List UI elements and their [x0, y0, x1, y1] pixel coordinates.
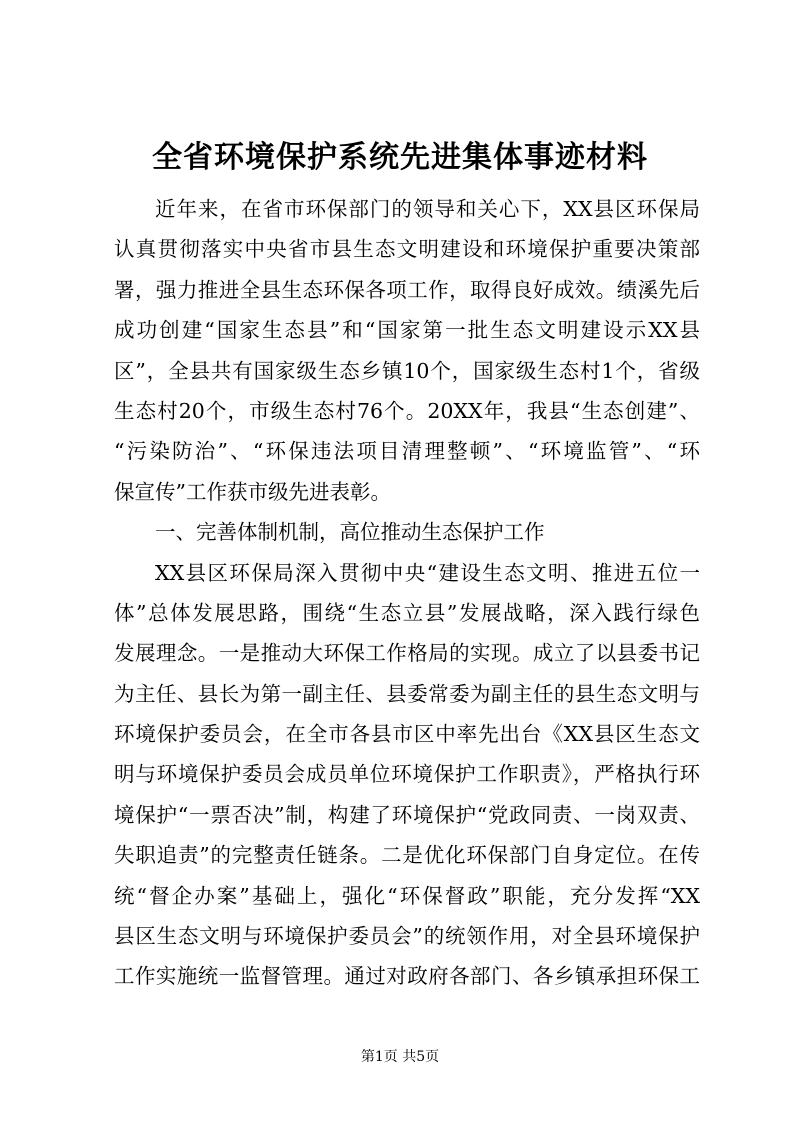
body-line: 署，强力推进全县生态环保各项工作，取得良好成效。绩溪先后 — [114, 277, 700, 302]
body-line: 工作实施统一监督管理。通过对政府各部门、各乡镇承担环保工 — [114, 964, 700, 989]
body-line: 生态村20个，市级生态村76个。20XX年，我县“生态创建”、 — [114, 398, 700, 423]
body-line: “污染防治”、“环保违法项目清理整顿”、“环境监管”、“环 — [114, 439, 700, 464]
section-heading: 一、完善体制机制，高位推动生态保护工作 — [155, 520, 545, 545]
body-line: 失职追责”的完整责任链条。二是优化环保部门自身定位。在传 — [114, 843, 700, 868]
body-line: 成功创建“国家生态县”和“国家第一批生态文明建设示XX县 — [114, 318, 700, 343]
body-line: 明与环境保护委员会成员单位环境保护工作职责》，严格执行环 — [114, 762, 700, 787]
document-body — [114, 189, 700, 997]
body-line: 认真贯彻落实中央省市县生态文明建设和环境保护重要决策部 — [114, 237, 700, 262]
body-line: 发展理念。一是推动大环保工作格局的实现。成立了以县委书记 — [114, 641, 700, 666]
body-line: 区”，全县共有国家级生态乡镇10个，国家级生态村1个，省级 — [114, 358, 700, 383]
body-line: 体”总体发展思路，围绕“生态立县”发展战略，深入践行绿色 — [114, 600, 700, 625]
body-line: 保宣传”工作获市级先进表彰。 — [114, 479, 391, 504]
page-number-footer: 第1页 共5页 — [360, 1049, 440, 1065]
body-line: 近年来，在省市环保部门的领导和关心下，XX县区环保局 — [155, 197, 700, 221]
body-line: 境保护“一票否决”制，构建了环境保护“党政同责、一岗双责、 — [114, 802, 700, 827]
body-line: 环境保护委员会，在全市各县市区中率先出台《XX县区生态文 — [114, 722, 700, 747]
document-title: 全省环境保护系统先进集体事迹材料 — [152, 140, 648, 175]
body-line: 县区生态文明与环境保护委员会”的统领作用，对全县环境保护 — [114, 924, 700, 949]
body-line: 为主任、县长为第一副主任、县委常委为副主任的县生态文明与 — [114, 681, 700, 706]
body-line: XX县区环保局深入贯彻中央“建设生态文明、推进五位一 — [155, 560, 700, 585]
body-line: 统“督企办案”基础上，强化“环保督政”职能，充分发挥“XX — [114, 883, 700, 908]
